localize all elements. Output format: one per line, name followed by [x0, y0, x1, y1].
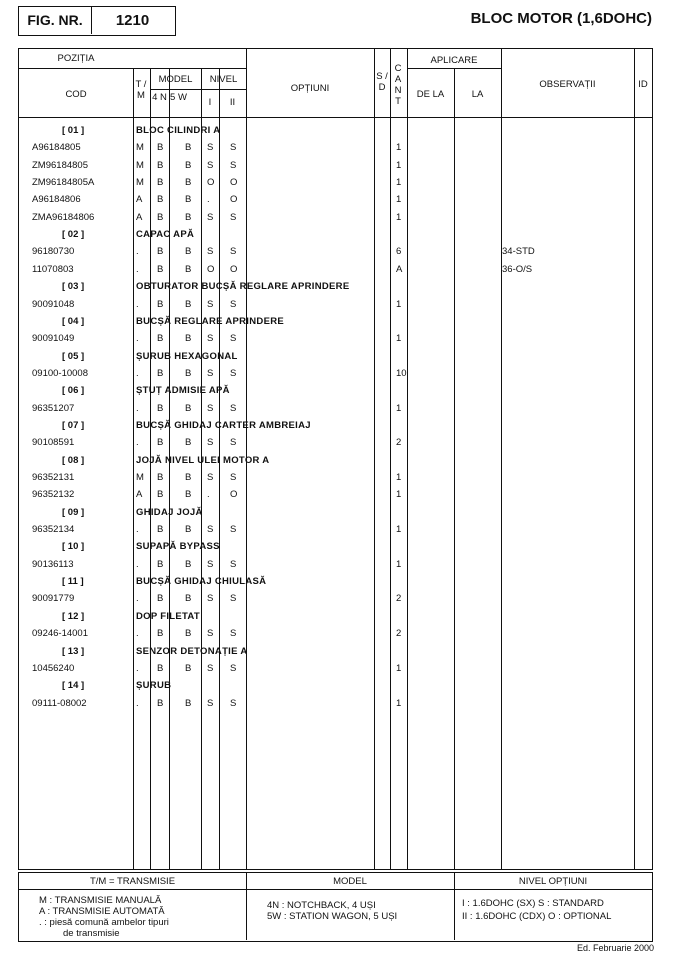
part-code: 09100-10008: [32, 367, 88, 379]
model-4n-cell: B: [157, 524, 164, 536]
table-row: [20, 243, 650, 260]
transmission-cell: .: [136, 558, 139, 570]
legend-tm-line: . : piesă comună ambelor tipuri: [39, 917, 169, 928]
model-4n-cell: B: [157, 662, 164, 674]
nivel-i-cell: S: [207, 402, 214, 414]
header-id: ID: [638, 79, 648, 90]
nivel-i-cell: S: [207, 558, 214, 570]
model-4n-cell: B: [157, 367, 164, 379]
legend-nivel-title: NIVEL OPȚIUNI: [518, 876, 588, 887]
table-row: [20, 330, 650, 347]
table-row: [20, 625, 650, 642]
part-group-name: CAPAC APĂ: [136, 229, 195, 241]
part-group-name: BLOC CILINDRI A: [136, 125, 221, 136]
model-4n-cell: B: [157, 246, 164, 258]
section-row: [20, 313, 650, 330]
nivel-i-cell: S: [207, 437, 214, 449]
section-row: [20, 538, 650, 555]
part-group-name: DOP FILETAT: [136, 610, 200, 622]
header-optiuni: OPȚIUNI: [290, 83, 330, 94]
model-5w-cell: B: [185, 159, 192, 171]
transmission-cell: .: [136, 367, 139, 379]
nivel-i-cell: O: [207, 263, 215, 275]
quantity-cell: 1: [396, 489, 402, 501]
table-row: [20, 556, 650, 573]
header-pozitia: POZIȚIA: [57, 53, 95, 64]
quantity-cell: 1: [396, 159, 402, 171]
section-row: [20, 226, 650, 243]
quantity-cell: 6: [396, 246, 402, 258]
position-number: [ 08 ]: [62, 454, 85, 466]
nivel-i-cell: S: [207, 367, 214, 379]
model-5w-cell: B: [185, 593, 192, 605]
quantity-cell: 1: [396, 558, 402, 570]
part-code: 96352131: [32, 472, 75, 483]
table-row: [20, 191, 650, 208]
table-row: [20, 486, 650, 503]
position-number: [ 11 ]: [62, 576, 84, 588]
figure-label: FIG. NR.: [19, 7, 92, 34]
header-nivel-i: I: [208, 97, 212, 108]
model-4n-cell: B: [157, 402, 164, 414]
part-code: 11070803: [32, 263, 74, 275]
part-group-name: SUPAPĂ BYPASS: [136, 541, 220, 553]
legend-nivel-line: II : 1.6DOHC (CDX) O : OPTIONAL: [462, 911, 612, 922]
model-5w-cell: B: [185, 558, 192, 570]
quantity-cell: 1: [396, 524, 402, 536]
model-4n-cell: B: [157, 628, 164, 640]
nivel-i-cell: .: [207, 194, 210, 206]
transmission-cell: .: [136, 697, 139, 709]
transmission-cell: M: [136, 472, 144, 483]
nivel-i-cell: S: [207, 333, 214, 345]
header-de-la: DE LA: [416, 89, 445, 100]
model-4n-cell: B: [157, 177, 164, 189]
part-code: A96184805: [32, 142, 81, 154]
nivel-i-cell: S: [207, 628, 214, 640]
transmission-cell: .: [136, 593, 139, 605]
part-code: ZM96184805: [32, 159, 88, 171]
figure-number-box: [18, 6, 176, 36]
header-cant: C A N T: [394, 63, 402, 107]
section-row: [20, 122, 650, 139]
model-4n-cell: B: [157, 489, 164, 501]
model-5w-cell: B: [185, 142, 192, 154]
model-5w-cell: B: [185, 263, 192, 275]
model-5w-cell: B: [185, 697, 192, 709]
transmission-cell: .: [136, 298, 139, 310]
quantity-cell: 1: [396, 211, 402, 223]
part-code: ZMA96184806: [32, 211, 95, 223]
legend-tm-line: M : TRANSMISIE MANUALĂ: [39, 895, 162, 906]
section-row: [20, 382, 650, 399]
section-row: [20, 417, 650, 434]
header-tm: T / M: [135, 79, 147, 101]
nivel-ii-cell: S: [230, 142, 237, 154]
table-row: [20, 209, 650, 226]
header-4n: 4 N: [152, 92, 167, 103]
part-code: 90091779: [32, 593, 75, 605]
position-number: [ 07 ]: [62, 419, 85, 431]
part-group-name: SENZOR DETONAȚIE A: [136, 645, 248, 657]
position-number: [ 13 ]: [62, 645, 85, 657]
header-cod: COD: [65, 89, 87, 100]
part-group-name: GHIDAJ JOJĂ: [136, 506, 203, 518]
part-group-name: BUCȘĂ GHIDAJ CHIULASĂ: [136, 576, 267, 588]
nivel-ii-cell: S: [230, 402, 237, 414]
nivel-ii-cell: S: [230, 437, 237, 449]
position-number: [ 01 ]: [62, 125, 85, 136]
nivel-ii-cell: S: [230, 211, 237, 223]
section-row: [20, 504, 650, 521]
nivel-ii-cell: S: [230, 593, 237, 605]
nivel-i-cell: O: [207, 177, 215, 189]
table-row: [20, 400, 650, 417]
header-sd: S / D: [376, 71, 388, 93]
part-code: 10456240: [32, 662, 75, 674]
part-code: 96352134: [32, 524, 75, 536]
transmission-cell: .: [136, 437, 139, 449]
observation-cell: 34-STD: [502, 246, 535, 258]
section-row: [20, 278, 650, 295]
model-5w-cell: B: [185, 177, 192, 189]
nivel-ii-cell: S: [230, 472, 237, 483]
part-code: 96180730: [32, 246, 75, 258]
nivel-ii-cell: S: [230, 558, 237, 570]
transmission-cell: .: [136, 263, 139, 275]
nivel-ii-cell: S: [230, 662, 237, 674]
position-number: [ 02 ]: [62, 229, 85, 241]
nivel-ii-cell: O: [230, 177, 238, 189]
quantity-cell: 2: [396, 628, 402, 640]
model-4n-cell: B: [157, 333, 164, 345]
table-row: [20, 174, 650, 191]
nivel-i-cell: S: [207, 159, 214, 171]
model-4n-cell: B: [157, 558, 164, 570]
legend-tm-line: de transmisie: [63, 928, 120, 939]
header-la: LA: [471, 89, 484, 100]
model-4n-cell: B: [157, 472, 164, 483]
section-row: [20, 643, 650, 660]
part-group-name: BUCȘĂ REGLARE APRINDERE: [136, 315, 285, 327]
nivel-ii-cell: O: [230, 263, 238, 275]
nivel-i-cell: S: [207, 662, 214, 674]
model-5w-cell: B: [185, 298, 192, 310]
legend-model-title: MODEL: [333, 876, 367, 887]
model-4n-cell: B: [157, 298, 164, 310]
quantity-cell: 10: [396, 367, 407, 379]
model-5w-cell: B: [185, 333, 192, 345]
transmission-cell: .: [136, 246, 139, 258]
table-row: [20, 139, 650, 156]
nivel-i-cell: S: [207, 211, 214, 223]
table-row: [20, 660, 650, 677]
part-group-name: ȘTUȚ ADMISIE APĂ: [136, 385, 230, 397]
part-code: ZM96184805A: [32, 177, 95, 189]
model-5w-cell: B: [185, 662, 192, 674]
nivel-i-cell: S: [207, 142, 214, 154]
quantity-cell: 1: [396, 177, 402, 189]
model-4n-cell: B: [157, 159, 164, 171]
part-group-name: ȘURUB HEXAGONAL: [136, 350, 238, 362]
position-number: [ 14 ]: [62, 680, 85, 692]
part-code: 90091048: [32, 298, 75, 310]
model-4n-cell: B: [157, 194, 164, 206]
transmission-cell: M: [136, 177, 144, 189]
quantity-cell: 2: [396, 437, 402, 449]
part-code: 90108591: [32, 437, 75, 449]
header-5w: 5 W: [170, 92, 187, 103]
transmission-cell: A: [136, 489, 143, 501]
model-4n-cell: B: [157, 142, 164, 154]
model-5w-cell: B: [185, 437, 192, 449]
legend: [18, 872, 653, 942]
position-number: [ 10 ]: [62, 541, 85, 553]
nivel-ii-cell: S: [230, 367, 237, 379]
model-5w-cell: B: [185, 367, 192, 379]
transmission-cell: .: [136, 662, 139, 674]
section-row: [20, 608, 650, 625]
position-number: [ 06 ]: [62, 385, 85, 397]
header-aplicare: APLICARE: [430, 55, 478, 66]
nivel-ii-cell: O: [230, 489, 238, 501]
table-row: [20, 590, 650, 607]
quantity-cell: 1: [396, 402, 402, 414]
position-number: [ 04 ]: [62, 315, 85, 327]
nivel-i-cell: S: [207, 246, 214, 258]
model-4n-cell: B: [157, 593, 164, 605]
part-code: 09246-14001: [32, 628, 88, 640]
part-code: 90091049: [32, 333, 75, 345]
table-row: [20, 157, 650, 174]
legend-model-line: 4N : NOTCHBACK, 4 UȘI: [267, 900, 376, 911]
transmission-cell: A: [136, 211, 143, 223]
position-number: [ 09 ]: [62, 506, 85, 518]
transmission-cell: M: [136, 142, 144, 154]
table-row: [20, 469, 650, 486]
section-row: [20, 677, 650, 694]
table-row: [20, 296, 650, 313]
part-code: 90136113: [32, 558, 74, 570]
part-group-name: JOJĂ NIVEL ULEI MOTOR A: [136, 454, 270, 466]
section-row: [20, 452, 650, 469]
header-nivel-ii: II: [229, 97, 236, 108]
quantity-cell: 1: [396, 662, 402, 674]
nivel-ii-cell: S: [230, 333, 237, 345]
part-code: A96184806: [32, 194, 81, 206]
position-number: [ 05 ]: [62, 350, 85, 362]
nivel-ii-cell: S: [230, 246, 237, 258]
model-5w-cell: B: [185, 246, 192, 258]
edition-footer: Ed. Februarie 2000: [576, 943, 654, 953]
nivel-i-cell: S: [207, 697, 214, 709]
part-code: 96351207: [32, 402, 75, 414]
nivel-ii-cell: O: [230, 194, 238, 206]
table-row: [20, 434, 650, 451]
page-title: BLOC MOTOR (1,6DOHC): [470, 10, 652, 27]
legend-nivel-line: I : 1.6DOHC (SX) S : STANDARD: [462, 898, 604, 909]
transmission-cell: .: [136, 628, 139, 640]
quantity-cell: 1: [396, 194, 402, 206]
transmission-cell: M: [136, 159, 144, 171]
header-model: MODEL: [158, 74, 193, 85]
observation-cell: 36-O/S: [502, 263, 533, 275]
model-5w-cell: B: [185, 472, 192, 483]
nivel-i-cell: S: [207, 472, 214, 483]
part-code: 96352132: [32, 489, 75, 501]
quantity-cell: 1: [396, 142, 402, 154]
model-5w-cell: B: [185, 489, 192, 501]
legend-model-line: 5W : STATION WAGON, 5 UȘI: [267, 911, 398, 922]
table-row: [20, 365, 650, 382]
header-nivel: NIVEL: [209, 74, 238, 85]
part-group-name: ȘURUB: [136, 680, 172, 692]
position-number: [ 03 ]: [62, 281, 85, 293]
nivel-ii-cell: S: [230, 628, 237, 640]
legend-tm-title: T/M = TRANSMISIE: [89, 876, 176, 887]
table-row: [20, 695, 650, 712]
transmission-cell: .: [136, 402, 139, 414]
quantity-cell: 1: [396, 333, 402, 345]
nivel-i-cell: S: [207, 524, 214, 536]
table-row: [20, 261, 650, 278]
section-row: [20, 348, 650, 365]
part-code: 09111-08002: [32, 697, 87, 709]
nivel-ii-cell: S: [230, 298, 237, 310]
model-5w-cell: B: [185, 524, 192, 536]
legend-tm-line: A : TRANSMISIE AUTOMATĂ: [39, 906, 165, 917]
figure-number: 1210: [115, 12, 150, 29]
section-row: [20, 573, 650, 590]
quantity-cell: 1: [396, 472, 402, 483]
nivel-ii-cell: S: [230, 524, 237, 536]
model-4n-cell: B: [157, 211, 164, 223]
model-4n-cell: B: [157, 697, 164, 709]
table-row: [20, 521, 650, 538]
nivel-ii-cell: S: [230, 697, 237, 709]
model-5w-cell: B: [185, 194, 192, 206]
transmission-cell: A: [136, 194, 143, 206]
nivel-ii-cell: S: [230, 159, 237, 171]
part-group-name: OBTURATOR BUCȘĂ REGLARE APRINDERE: [136, 281, 350, 293]
model-4n-cell: B: [157, 437, 164, 449]
transmission-cell: .: [136, 524, 139, 536]
model-5w-cell: B: [185, 628, 192, 640]
nivel-i-cell: S: [207, 593, 214, 605]
model-5w-cell: B: [185, 402, 192, 414]
nivel-i-cell: .: [207, 489, 210, 501]
part-group-name: BUCȘĂ GHIDAJ CARTER AMBREIAJ: [136, 419, 311, 431]
model-4n-cell: B: [157, 263, 164, 275]
quantity-cell: 1: [396, 697, 402, 709]
header-observatii: OBSERVAȚII: [539, 79, 596, 90]
quantity-cell: 1: [396, 298, 402, 310]
model-5w-cell: B: [185, 211, 192, 223]
quantity-cell: 2: [396, 593, 402, 605]
quantity-cell: A: [396, 263, 403, 275]
position-number: [ 12 ]: [62, 610, 85, 622]
transmission-cell: .: [136, 333, 139, 345]
nivel-i-cell: S: [207, 298, 214, 310]
